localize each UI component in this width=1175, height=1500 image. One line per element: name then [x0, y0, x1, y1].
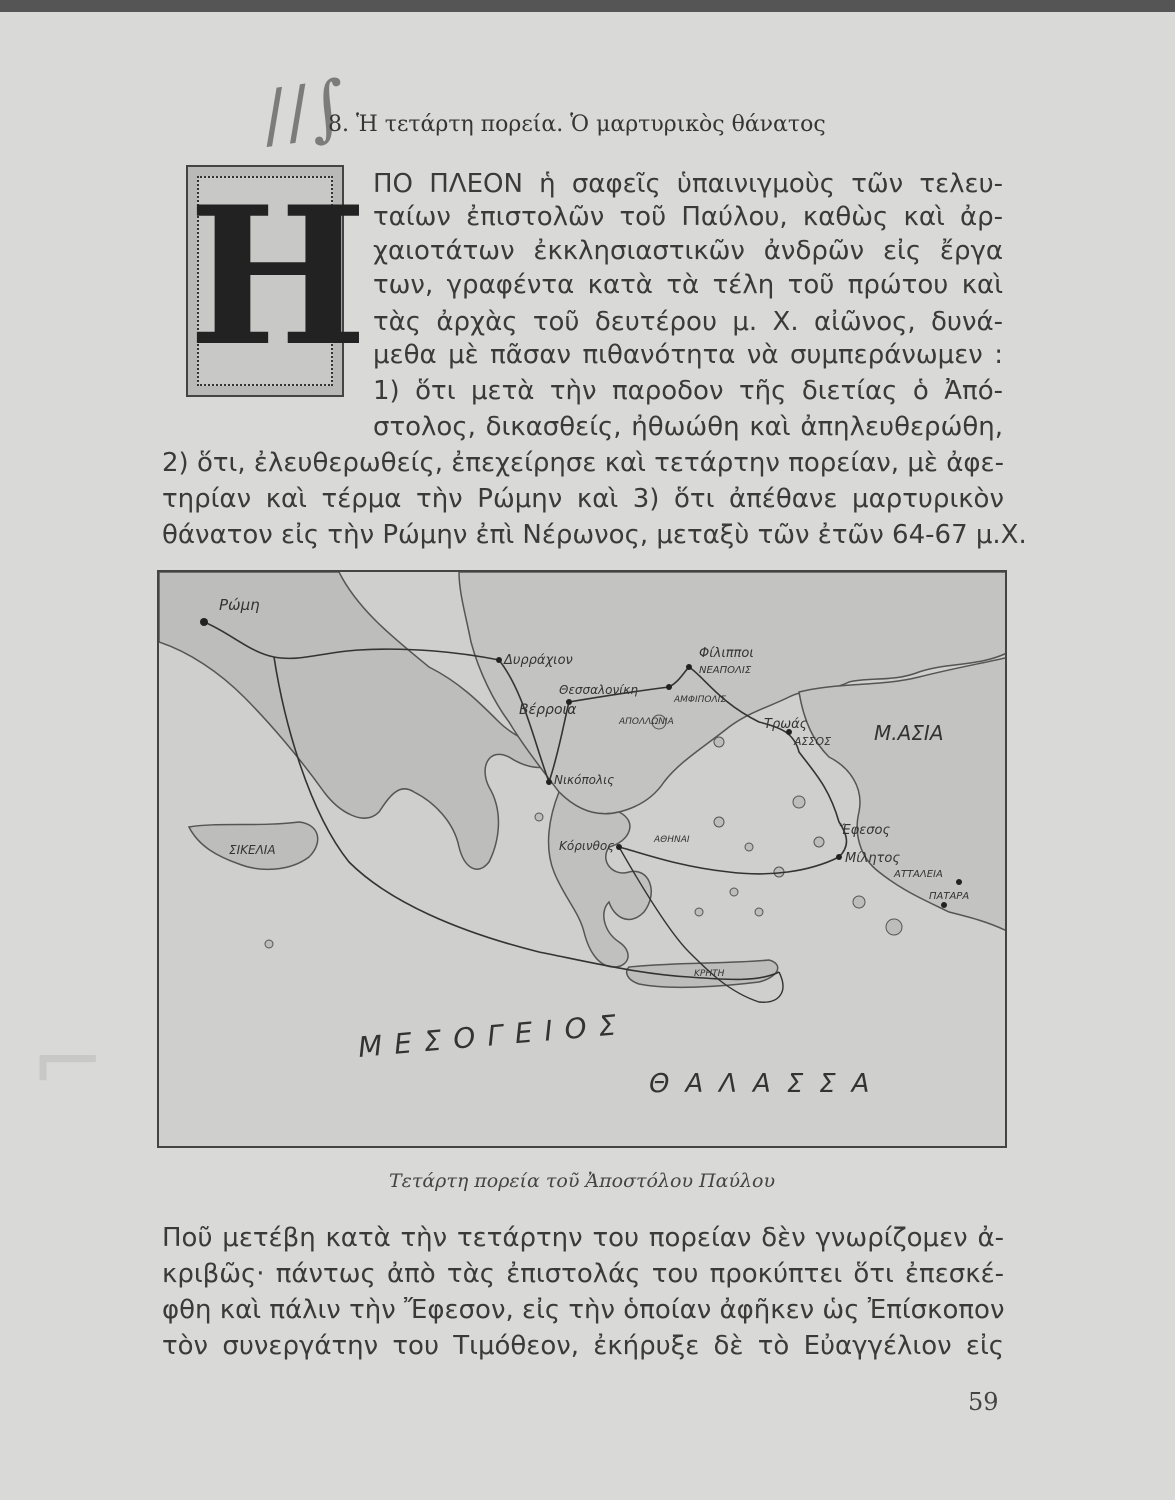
map-label-attaleia: ΑΤΤΑΛΕΙΑ [894, 869, 943, 880]
text-line: ΠΟ ΠΛΕΟΝ ἡ σαφεῖς ὑπαινιγμοὺς τῶν τελευ- [373, 169, 1003, 199]
city-dot [836, 854, 842, 860]
map-label-korinthos: Κόρινθος [559, 839, 615, 853]
city-dot [686, 664, 692, 670]
text-line: των, γραφέντα κατὰ τὰ τέλη τοῦ πρώτου καὶ [373, 270, 1003, 300]
text-line: ταίων ἐπιστολῶν τοῦ Παύλου, καθὼς καὶ ἀρ- [373, 202, 1003, 232]
text-line: χαιοτάτων ἐκκλησιαστικῶν ἀνδρῶν εἰς ἔργα [373, 236, 1003, 266]
map-label-troas: Τρωάς [764, 717, 808, 732]
section-heading: 8. Ἡ τετάρτη πορεία. Ὁ μαρτυρικὸς θάνατος [328, 112, 826, 137]
initial-letter: Η [188, 165, 368, 388]
text-line: τὸν συνεργάτην του Τιμόθεον, ἐκήρυξε δὲ τὸ Εὐαγγέλιον εἰς [162, 1331, 1004, 1361]
city-dot [546, 779, 552, 785]
island [793, 796, 805, 808]
map-label-patara: ΠΑΤΑΡΑ [929, 891, 970, 902]
city-dot [941, 902, 947, 908]
map-label-neapolis: ΝΕΑΠΟΛΙΣ [699, 665, 752, 676]
island [814, 837, 824, 847]
map-label-thessalonike: Θεσσαλονίκη [559, 683, 638, 697]
text-line: τηρίαν καὶ τέρμα τὴν Ρώμην καὶ 3) ὅτι ἀπέθανε μαρτυρικὸν [162, 484, 1004, 514]
text-line: μεθα μὲ πᾶσαν πιθανότητα νὰ συμπεράνωμεν : [373, 340, 1003, 370]
page-number: 59 [968, 1388, 999, 1416]
map-label-apollonia: ΑΠΟΛΛΩΝΙΑ [619, 717, 674, 727]
land-greece [549, 792, 652, 967]
island [714, 817, 724, 827]
island [886, 919, 902, 935]
land-asia-minor [799, 657, 1007, 932]
text-line: κριβῶς· πάντως ἀπὸ τὰς ἐπιστολάς του προκύπτει ὅτι ἐπεσκέ- [162, 1259, 1004, 1289]
text-line: τὰς ἀρχὰς τοῦ δευτέρου μ. Χ. αἰῶνος, δυνά- [373, 307, 1003, 337]
city-dot [666, 684, 672, 690]
text-line: Ποῦ μετέβη κατὰ τὴν τετάρτην του πορείαν δὲν γνωρίζομεν ἀ- [162, 1223, 1004, 1253]
map-label-crete: ΚΡΗΤΗ [694, 969, 725, 979]
map-label-athens: ΑΘΗΝΑΙ [654, 835, 690, 845]
map-label-mediterranean: ΜΕΣΟΓΕΙΟΣ [356, 1007, 630, 1064]
map-label-philippi: Φίλιπποι [699, 646, 754, 661]
text-line: 2) ὅτι, ἐλευθερωθείς, ἐπεχείρησε καὶ τετάρτην πορείαν, μὲ ἀφε- [162, 448, 1004, 478]
map-label-miletus: Μίλητος [845, 851, 900, 866]
text-line: θάνατον εἰς τὴν Ρώμην ἐπὶ Νέρωνος, μεταξὺ τῶν ἐτῶν 64-67 μ.Χ. [162, 520, 1027, 550]
map-label-rome: Ρώμη [219, 596, 260, 614]
island [535, 813, 543, 821]
map-svg [159, 572, 1007, 1148]
map-label-dyrrachium: Δυρράχιον [504, 653, 573, 668]
map-label-ephesus: Ἔφεσος [839, 823, 891, 838]
island [853, 896, 865, 908]
page-top-edge [0, 0, 1175, 12]
text-line: στολος, δικασθείς, ἠθωώθη καὶ ἀπηλευθερώθη, [373, 412, 1003, 442]
decorated-initial [186, 165, 368, 397]
handwritten-mark-faint: ⌐ [30, 1010, 106, 1115]
city-dot [200, 618, 208, 626]
map-label-beroia: Βέρροια [519, 702, 577, 718]
handwritten-mark: ∕∕∫ [256, 64, 351, 158]
text-line: 1) ὅτι μετὰ τὴν παροδον τῆς διετίας ὁ Ἀπό- [373, 376, 1003, 406]
map-label-amphipolis: ΑΜΦΙΠΟΛΙΣ [674, 695, 727, 705]
island [755, 908, 763, 916]
island [730, 888, 738, 896]
text-line: φθη καὶ πάλιν τὴν Ἔφεσον, εἰς τὴν ὁποίαν ἀφῆκεν ὡς Ἐπίσκοπον [162, 1295, 1005, 1325]
island [714, 737, 724, 747]
island [745, 843, 753, 851]
map-label-asia: Μ.ΑΣΙΑ [874, 721, 944, 745]
journey-map [157, 570, 1007, 1148]
map-label-nikopolis: Νικόπολις [554, 773, 615, 787]
city-dot [616, 844, 622, 850]
map-caption: Τετάρτη πορεία τοῦ Ἀποστόλου Παύλου [388, 1170, 776, 1192]
island [695, 908, 703, 916]
city-dot [496, 657, 502, 663]
city-dot [956, 879, 962, 885]
map-label-assos: ΑΣΣΟΣ [794, 735, 832, 748]
map-label-sea: ΘΑΛΑΣΣΑ [649, 1069, 886, 1099]
map-label-sicily: ΣΙΚΕΛΙΑ [229, 843, 276, 857]
island [265, 940, 273, 948]
